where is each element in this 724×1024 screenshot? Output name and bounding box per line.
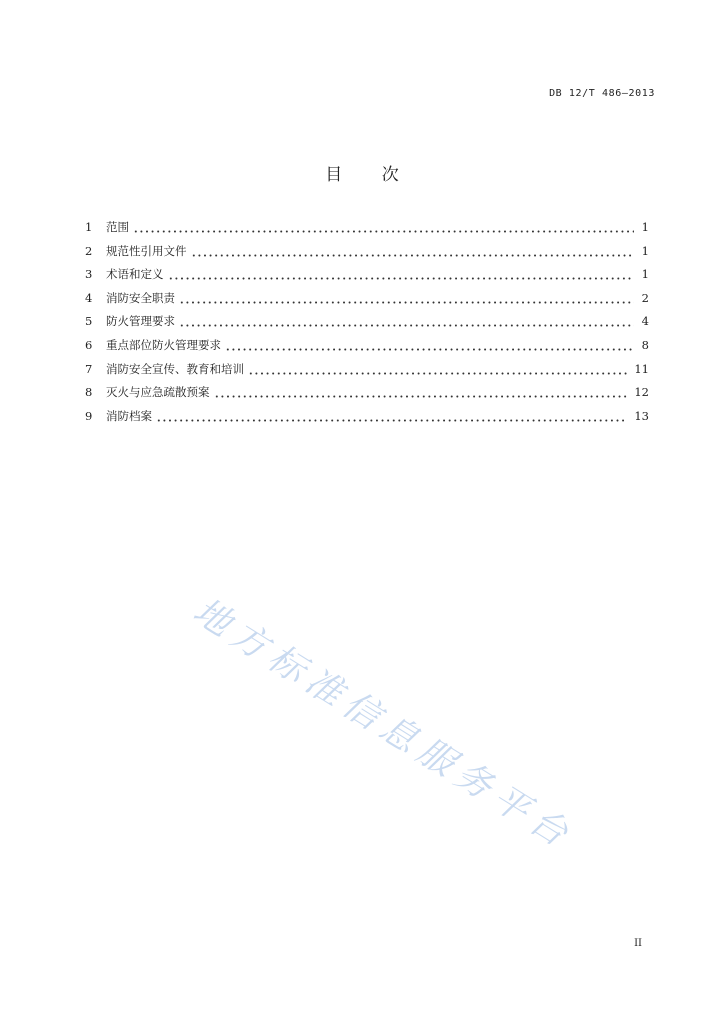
toc-entry-number: 1 [85, 220, 93, 234]
toc-entry-title: 术语和定义 [106, 267, 164, 282]
toc-entry-number: 3 [85, 267, 93, 282]
toc-entry-title: 规范性引用文件 [106, 243, 187, 258]
toc-entry[interactable] [85, 216, 649, 240]
toc-entry-page: 11 [634, 361, 649, 376]
toc-entry[interactable] [85, 287, 649, 311]
toc-entry-number: 5 [85, 314, 93, 329]
toc-entry[interactable] [85, 334, 649, 358]
dot-leader [191, 240, 635, 264]
toc-entry-number: 4 [85, 290, 93, 305]
toc-entry-title: 灭火与应急疏散预案 [106, 385, 210, 400]
toc-entry[interactable] [85, 263, 649, 287]
document-code: DB 12/T 486—2013 [549, 88, 655, 99]
toc-entry-title: 消防安全职责 [106, 290, 175, 305]
toc-entry-page: 1 [641, 267, 649, 282]
dot-leader [133, 216, 634, 240]
toc-entry-page: 13 [634, 408, 649, 423]
dot-leader [168, 263, 635, 287]
toc-entry-number: 2 [85, 243, 93, 258]
toc-entry[interactable] [85, 405, 649, 429]
dot-leader [225, 334, 634, 358]
toc-entry[interactable] [85, 240, 649, 264]
toc-entry-page: 1 [641, 220, 649, 234]
toc-entry-page: 1 [641, 243, 649, 258]
toc-entry-title: 范围 [106, 220, 129, 234]
toc-entry-page: 4 [641, 314, 649, 329]
toc-title: 目 次 [325, 165, 416, 185]
toc-entry-page: 12 [634, 385, 649, 400]
toc-entry[interactable] [85, 310, 649, 334]
toc-entry-page: 2 [641, 290, 649, 305]
dot-leader [214, 381, 628, 405]
toc-entry-title: 重点部位防火管理要求 [106, 337, 221, 352]
toc-entry[interactable] [85, 358, 649, 382]
dot-leader [179, 287, 634, 311]
toc-entry-number: 8 [85, 385, 93, 400]
toc-entry-number: 7 [85, 361, 93, 376]
table-of-contents [85, 216, 649, 428]
toc-entry-number: 9 [85, 408, 93, 423]
page-number: II [634, 938, 642, 949]
toc-entry-number: 6 [85, 337, 93, 352]
dot-leader [248, 358, 627, 382]
watermark-text: 地方标准信息服务平台 [185, 590, 581, 859]
toc-entry-title: 消防档案 [106, 408, 152, 423]
toc-entry-page: 8 [641, 337, 649, 352]
toc-entry[interactable] [85, 381, 649, 405]
toc-entry-title: 消防安全宣传、教育和培训 [106, 361, 244, 376]
toc-entry-title: 防火管理要求 [106, 314, 175, 329]
dot-leader [156, 405, 627, 429]
dot-leader [179, 310, 634, 334]
